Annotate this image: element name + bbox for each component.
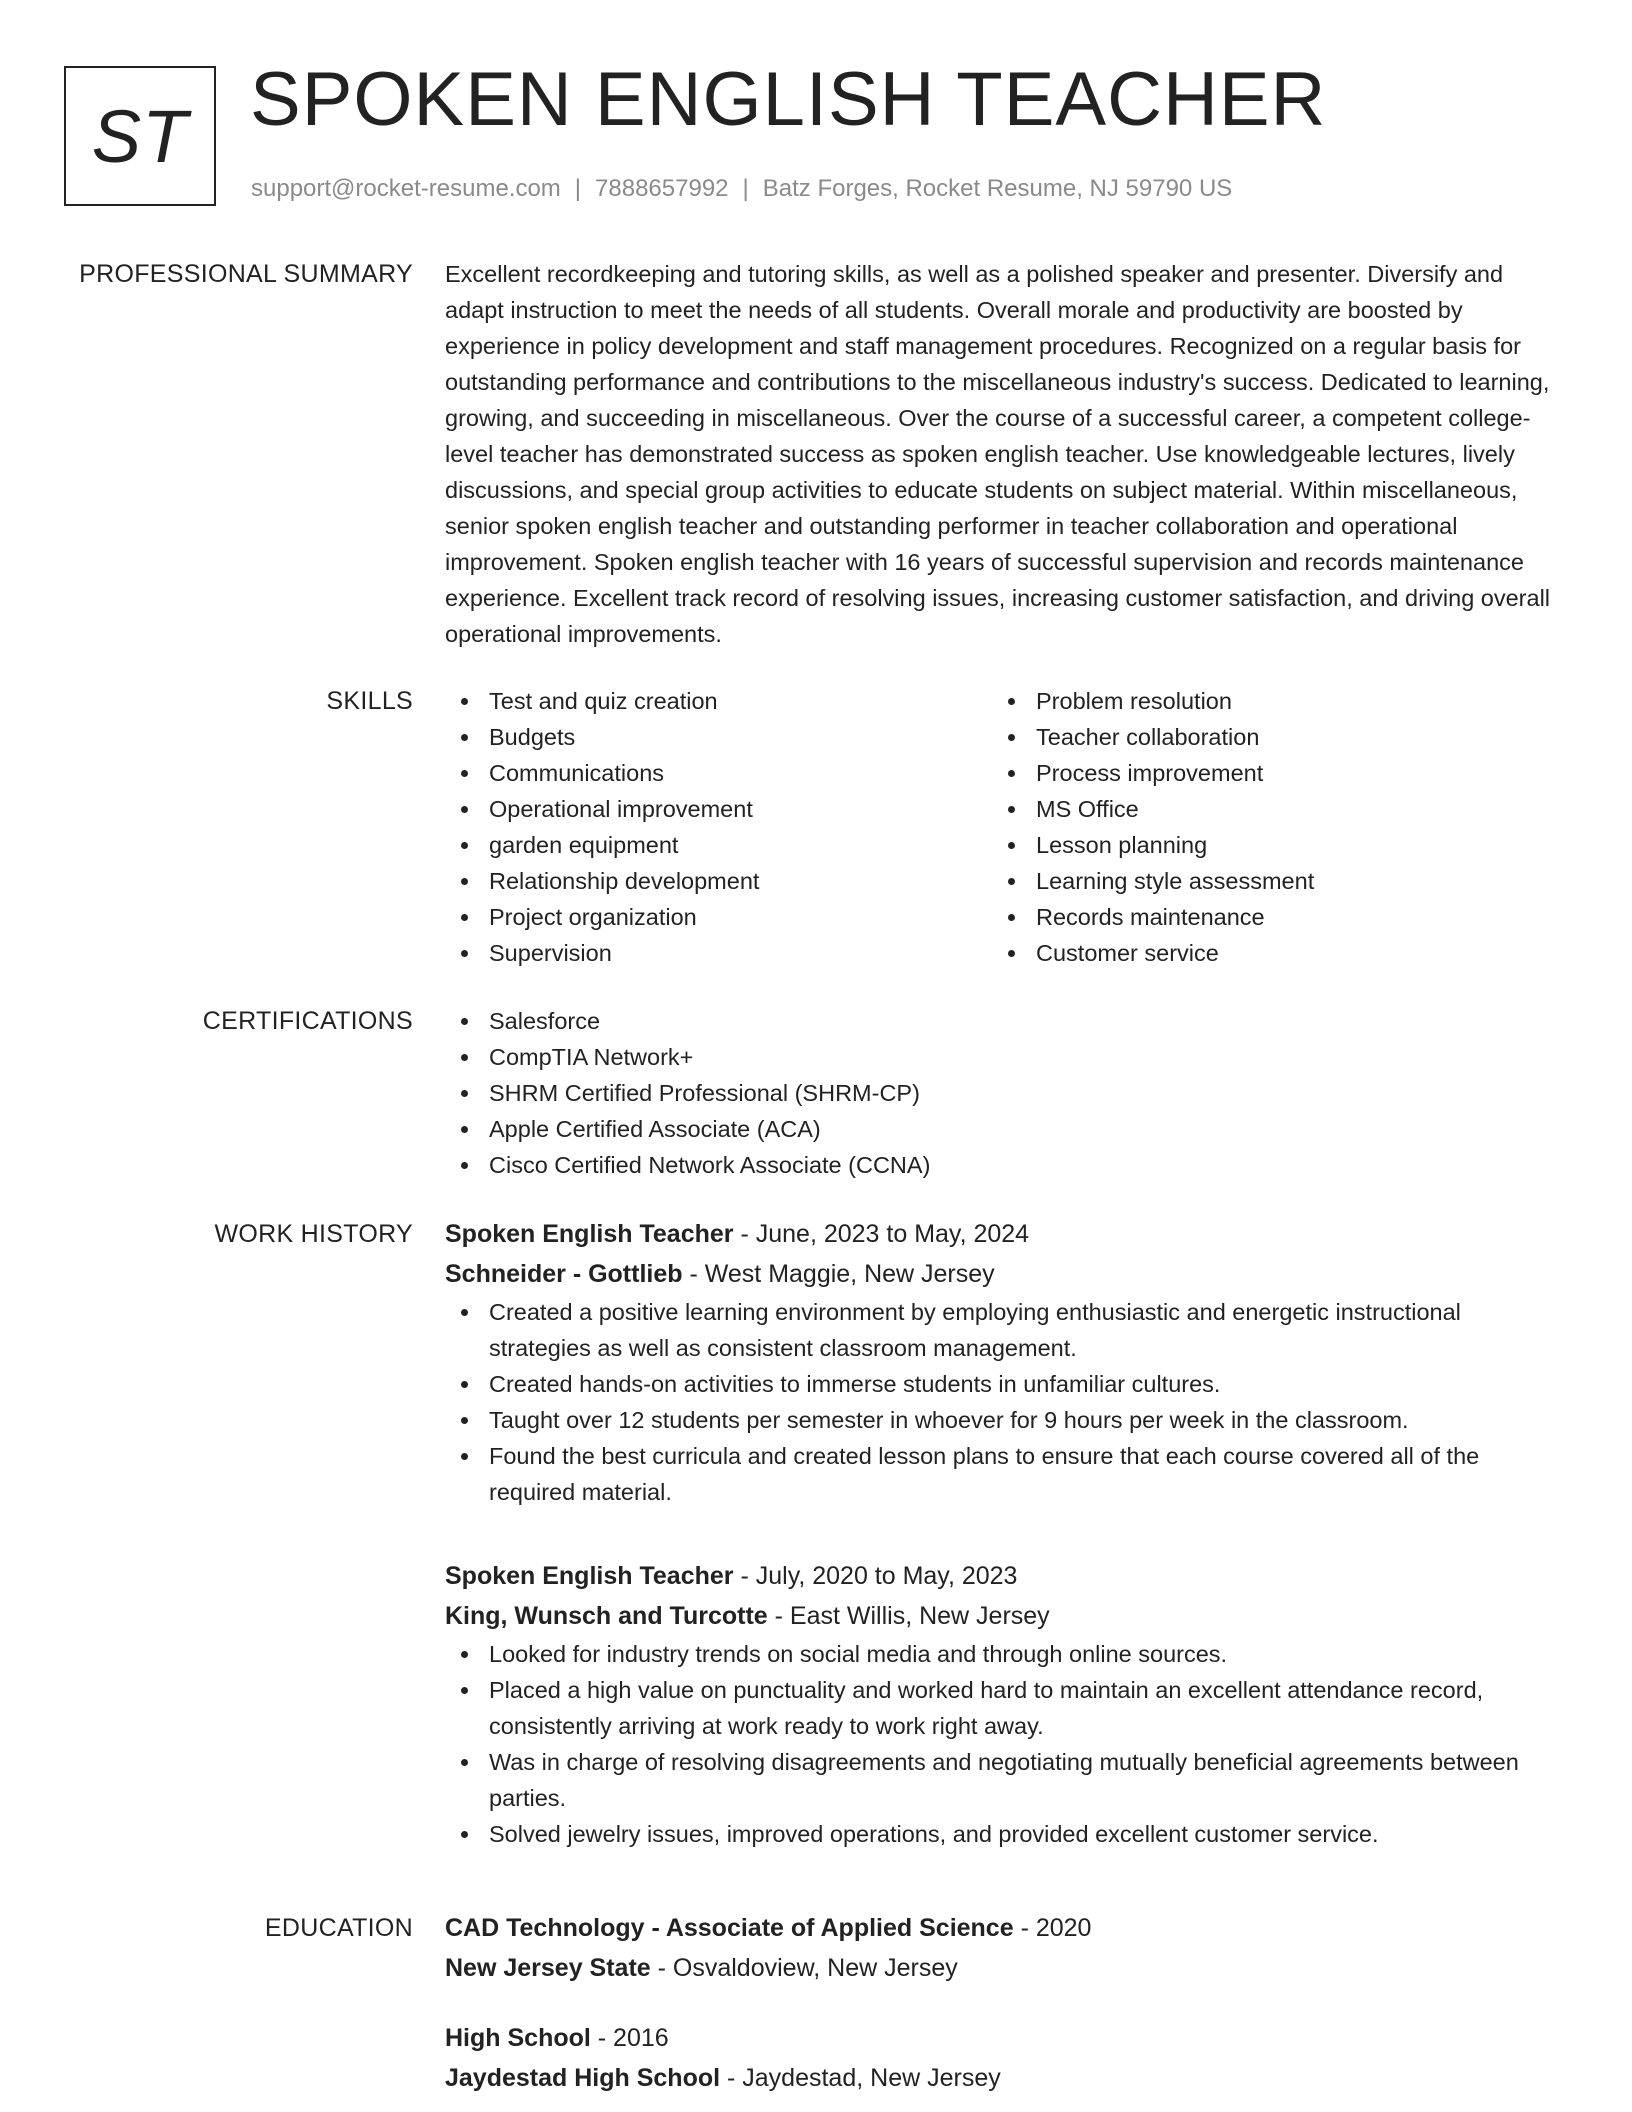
education-location: - Osvaldoview, New Jersey <box>650 1954 958 1982</box>
job-entry <box>445 1556 1557 1852</box>
skill-item: Communications <box>445 755 992 791</box>
education-degree: High School <box>445 2024 591 2052</box>
certification-item: SHRM Certified Professional (SHRM-CP) <box>445 1075 1557 1111</box>
job-bullet: Solved jewelry issues, improved operations, and provided excellent customer service. <box>445 1816 1557 1852</box>
contact-separator: | <box>742 175 749 202</box>
section-label-summary: PROFESSIONAL SUMMARY <box>79 260 413 288</box>
education-entry <box>445 1908 1557 1988</box>
education-degree-line <box>445 1908 1557 1948</box>
skill-item: Lesson planning <box>992 827 1539 863</box>
summary-text: Excellent recordkeeping and tutoring skills, as well as a polished speaker and presenter. Diversify and adapt instruction to meet the needs of all students. Overall morale and productivity are boosted by experience in policy development and staff management procedures. Recognized on a regular basis for outstanding performance and contributions to the miscellaneous industry's success. Dedicated to learning, growing, and succeeding in miscellaneous. Over the course of a successful career, a competent college-level teacher has demonstrated success as spoken english teacher. Use knowledgeable lectures, lively discussions, and special group activities to educate students on subject material. Within miscellaneous, senior spoken english teacher and outstanding performer in teacher collaboration and operational improvement. Spoken english teacher with 16 years of successful supervision and records maintenance experience. Excellent track record of resolving issues, increasing customer satisfaction, and driving overall operational improvements. <box>445 261 1551 647</box>
skill-item: Relationship development <box>445 863 992 899</box>
skill-item: garden equipment <box>445 827 992 863</box>
summary-body <box>445 256 1557 652</box>
job-company: Schneider - Gottlieb <box>445 1260 683 1288</box>
skill-item: Learning style assessment <box>992 863 1539 899</box>
job-entry <box>445 1214 1557 1510</box>
monogram-initials: ST <box>91 94 189 178</box>
education-year: - 2020 <box>1013 1914 1092 1942</box>
certification-item: CompTIA Network+ <box>445 1039 1557 1075</box>
certification-item: Salesforce <box>445 1003 1557 1039</box>
skill-item: Customer service <box>992 935 1539 971</box>
section-label-work-history: WORK HISTORY <box>214 1220 413 1248</box>
job-bullet: Was in charge of resolving disagreements and negotiating mutually beneficial agreements between parties. <box>445 1744 1557 1816</box>
skill-item: Project organization <box>445 899 992 935</box>
job-title: Spoken English Teacher <box>445 1562 734 1590</box>
job-bullet: Found the best curricula and created lesson plans to ensure that each course covered all of the required material. <box>445 1438 1557 1510</box>
skill-item: MS Office <box>992 791 1539 827</box>
education-school: Jaydestad High School <box>445 2064 721 2092</box>
contact-address: Batz Forges, Rocket Resume, NJ 59790 US <box>762 175 1233 202</box>
section-label-education: EDUCATION <box>264 1914 413 1942</box>
job-location: - West Maggie, New Jersey <box>682 1260 995 1288</box>
skill-item: Problem resolution <box>992 683 1539 719</box>
job-bullets <box>445 1294 1557 1510</box>
skills-list-left <box>445 683 992 971</box>
certification-item: Cisco Certified Network Associate (CCNA) <box>445 1147 1557 1183</box>
resume-title: SPOKEN ENGLISH TEACHER <box>250 57 1327 142</box>
skill-item: Operational improvement <box>445 791 992 827</box>
skill-item: Process improvement <box>992 755 1539 791</box>
skill-item: Records maintenance <box>992 899 1539 935</box>
education-school-line <box>445 1948 1557 1988</box>
skill-item: Supervision <box>445 935 992 971</box>
contact-separator: | <box>574 175 582 202</box>
education-entry <box>445 2018 1557 2098</box>
section-label-skills: SKILLS <box>326 687 413 715</box>
job-bullets <box>445 1636 1557 1852</box>
certifications-list <box>445 1003 1557 1183</box>
job-title: Spoken English Teacher <box>445 1220 734 1248</box>
job-location: - East Willis, New Jersey <box>767 1602 1050 1630</box>
skill-item: Budgets <box>445 719 992 755</box>
job-bullet: Placed a high value on punctuality and worked hard to maintain an excellent attendance record, consistently arriving at work ready to work right away. <box>445 1672 1557 1744</box>
section-label-certifications: CERTIFICATIONS <box>202 1007 413 1035</box>
education-degree: CAD Technology - Associate of Applied Science <box>445 1914 1014 1942</box>
skills-body <box>445 683 1557 971</box>
monogram-box <box>64 66 216 206</box>
job-dates: - July, 2020 to May, 2023 <box>733 1562 1018 1590</box>
job-company: King, Wunsch and Turcotte <box>445 1602 768 1630</box>
education-degree-line <box>445 2018 1557 2058</box>
education-year: - 2016 <box>590 2024 669 2052</box>
job-title-line <box>445 1214 1557 1254</box>
job-bullet: Looked for industry trends on social media and through online sources. <box>445 1636 1557 1672</box>
job-company-line <box>445 1254 1557 1294</box>
contact-phone[interactable]: 7888657992 <box>595 175 729 202</box>
skill-item: Teacher collaboration <box>992 719 1539 755</box>
job-dates: - June, 2023 to May, 2024 <box>733 1220 1030 1248</box>
job-bullet: Created hands-on activities to immerse students in unfamiliar cultures. <box>445 1366 1557 1402</box>
education-school-line <box>445 2058 1557 2098</box>
certifications-body <box>445 1003 1557 1183</box>
job-bullet: Taught over 12 students per semester in whoever for 9 hours per week in the classroom. <box>445 1402 1557 1438</box>
skills-list-right <box>992 683 1539 971</box>
education-location: - Jaydestad, New Jersey <box>720 2064 1001 2092</box>
education-school: New Jersey State <box>445 1954 651 1982</box>
job-bullet: Created a positive learning environment by employing enthusiastic and energetic instructional strategies as well as consistent classroom management. <box>445 1294 1557 1366</box>
skill-item: Test and quiz creation <box>445 683 992 719</box>
contact-email[interactable]: support@rocket-resume.com <box>251 175 561 202</box>
certification-item: Apple Certified Associate (ACA) <box>445 1111 1557 1147</box>
job-company-line <box>445 1596 1557 1636</box>
job-title-line <box>445 1556 1557 1596</box>
contact-line <box>251 175 1232 203</box>
